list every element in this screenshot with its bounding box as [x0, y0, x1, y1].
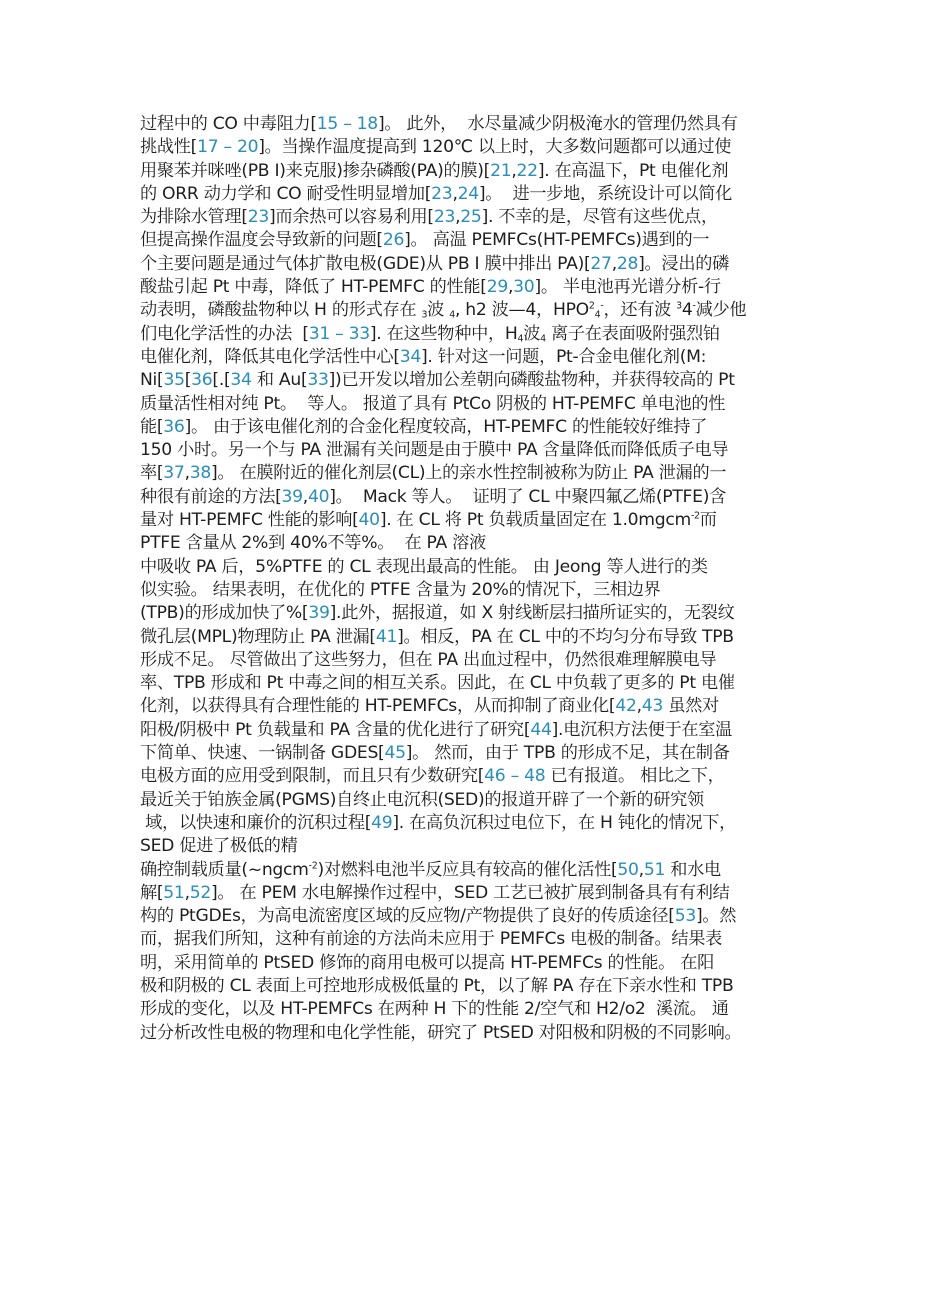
text-segment: ]。 在膜附近的催化剂层(CL)上的亲水性控制被称为防止 PA 泄漏的一: [211, 463, 727, 484]
text-segment: 为排除水管理[: [140, 207, 248, 228]
text-line: [140, 649, 800, 672]
text-segment: 明，采用简单的 PtSED 修饰的商用电极可以提高 HT-PEMFCs 的性能。 在阳: [140, 952, 714, 973]
text-segment: ]。 半电池再光谱分析-行: [534, 277, 721, 298]
text-line: [140, 229, 800, 252]
text-line: [140, 626, 800, 649]
text-segment: PTFE 含量从 2%到 40%不等%。 在 PA 溶液: [140, 533, 486, 554]
superscript: -2: [690, 510, 700, 522]
subscript: 4: [594, 309, 601, 321]
text-segment: ]。浸出的磷: [638, 253, 729, 274]
text-segment: ]. 在高负沉积过电位下，在 H 钝化的情况下，: [392, 812, 737, 833]
text-segment: ]。 高温 PEMFCs(HT-PEMFCs)遇到的一: [404, 230, 710, 251]
citation-ref: 36: [191, 370, 213, 391]
text-segment: ,: [184, 463, 190, 484]
text-segment: 减少他: [695, 300, 747, 321]
text-segment: ]。相反，PA 在 CL 中的不均匀分布导致 TPB: [397, 626, 734, 647]
text-line: [140, 439, 800, 462]
citation-ref: 26: [382, 230, 405, 251]
citation-ref: 52: [189, 882, 212, 903]
superscript: -2: [308, 859, 318, 871]
text-segment: ,: [636, 696, 642, 717]
citation-ref: 23: [431, 183, 453, 204]
citation-ref: 34: [230, 370, 252, 391]
text-segment: 量对 HT-PEMFC 性能的影响[: [140, 510, 359, 531]
text-segment: 4: [681, 300, 693, 321]
text-segment: 而: [699, 510, 717, 531]
text-segment: 过分析改性电极的物理和电化学性能，研究了 PtSED 对阳极和阴极的不同影响。: [140, 1022, 742, 1043]
citation-ref: 25: [460, 207, 482, 228]
text-segment: 已有报道。 相比之下，: [545, 766, 725, 787]
text-segment: 化剂，以获得具有合理性能的 HT-PEMFCs，从而抑制了商业化[: [140, 696, 616, 717]
citation-ref: 15 – 18: [316, 114, 378, 134]
text-segment: 解[: [140, 882, 164, 903]
subscript: 4: [540, 333, 546, 345]
text-segment: 种很有前途的方法[: [140, 486, 282, 507]
text-segment: ])已开发以增加公差朝向磷酸盐物种，并获得较高的 Pt: [328, 370, 735, 391]
superscript: -: [600, 300, 604, 312]
text-segment: ]。 进一步地，系统设计可以简化: [478, 183, 733, 204]
text-line: [140, 206, 800, 229]
text-line: [140, 579, 800, 602]
text-segment: 率[: [140, 463, 164, 484]
citation-ref: 31 – 33: [308, 323, 370, 344]
text-segment: 微孔层(MPL)物理防止 PA 泄漏[: [140, 626, 376, 647]
text-line: [140, 323, 800, 346]
text-segment: 150 小时。另一个与 PA 泄漏有关问题是由于膜中 PA 含量降低而降低质子电导: [140, 440, 729, 461]
text-segment: 波: [523, 323, 541, 344]
text-segment: ].电沉积方法便于在室温: [551, 719, 733, 740]
text-line: [140, 812, 800, 835]
text-segment: [: [184, 370, 192, 391]
text-line: [140, 928, 800, 951]
text-segment: ]。 此外， 水尽量减少阴极淹水的管理仍然具有: [377, 114, 738, 134]
text-segment: ]而余热可以容易利用[: [269, 207, 434, 228]
citation-ref: 30: [513, 277, 535, 298]
citation-ref: 23: [433, 207, 456, 228]
text-segment: ]。 由于该电催化剂的合金化程度较高，HT-PEMFC 的性能较好维持了: [184, 416, 708, 437]
text-line: [140, 1022, 800, 1045]
citation-ref: 41: [375, 626, 398, 647]
text-segment: SED 促进了极低的精: [140, 836, 298, 857]
text-line: [140, 859, 800, 882]
text-line: [140, 602, 800, 625]
text-segment: ]. 在高温下，Pt 电催化剂: [537, 160, 729, 181]
text-segment: 电催化剂，降低其电化学活性中心[: [140, 346, 400, 367]
text-line: [140, 416, 800, 439]
text-line: [140, 765, 800, 788]
citation-ref: 22: [516, 160, 538, 181]
text-line: [140, 462, 800, 485]
text-segment: ]. 在 CL 将 Pt 负载质量固定在 1.0mgcm: [379, 510, 691, 531]
text-segment: ]。然: [695, 906, 737, 927]
citation-ref: 27: [590, 253, 612, 274]
text-line: [140, 742, 800, 765]
text-line: [140, 882, 800, 905]
text-line: [140, 556, 800, 579]
text-segment: Ni[: [140, 370, 164, 391]
text-line: [140, 719, 800, 742]
text-segment: 动表明，磷酸盐物种以 H 的形式存在: [140, 300, 422, 321]
text-segment: 形成的变化，以及 HT-PEMFCs 在两种 H 下的性能 2/空气和 H2/o2 溪流。 通: [140, 999, 729, 1020]
text-segment: 酸盐引起 Pt 中毒，降低了 HT-PEMFC 的性能[: [140, 277, 487, 298]
citation-ref: 23: [247, 207, 270, 228]
text-segment: )对燃料电池半反应具有较高的催化活性[: [317, 859, 618, 880]
text-segment: [.[: [212, 370, 231, 391]
citation-ref: 40: [358, 510, 380, 531]
document-body: [140, 113, 800, 1045]
text-segment: ，还有波: [603, 300, 677, 321]
citation-ref: 51: [643, 859, 666, 880]
text-segment: ].此外，据报道，如 X 射线断层扫描所证实的，无裂纹: [329, 603, 735, 624]
text-segment: 下简单、快速、一锅制备 GDES[: [140, 743, 385, 764]
citation-ref: 17 – 20: [197, 137, 259, 158]
text-segment: 最近关于铂族金属(PGMS)自终止电沉积(SED)的报道开辟了一个新的研究领: [140, 789, 704, 810]
text-line: [140, 486, 800, 509]
text-segment: ]。当操作温度提高到 120℃ 以上时，大多数问题都可以通过使: [258, 137, 732, 158]
citation-ref: 40: [307, 486, 330, 507]
text-line: [140, 905, 800, 928]
text-segment: 但提高操作温度会导致新的问题[: [140, 230, 383, 251]
text-segment: 率、TPB 形成和 Pt 中毒之间的相互关系。因此，在 CL 中负载了更多的 Pt 电催: [140, 673, 735, 694]
text-segment: 形成不足。 尽管做出了这些努力，但在 PA 出血过程中，仍然很难理解膜电导: [140, 649, 717, 670]
superscript: 3: [676, 300, 682, 312]
citation-ref: 36: [163, 416, 185, 437]
text-segment: ,: [455, 207, 461, 228]
text-segment: 过程中的 CO 中毒阻力[: [140, 114, 317, 134]
text-segment: 电极方面的应用受到限制，而且只有少数研究[: [140, 766, 485, 787]
text-segment: ]. 不幸的是，尽管有这些优点，: [481, 207, 718, 228]
text-line: [140, 952, 800, 975]
text-segment: ,: [611, 253, 617, 274]
text-line: [140, 160, 800, 183]
citation-ref: 53: [674, 906, 696, 927]
subscript: 3: [421, 309, 428, 321]
text-segment: ,: [302, 486, 308, 507]
text-segment: 似实验。 结果表明，在优化的 PTFE 含量为 20%的情况下，三相边界: [140, 579, 661, 600]
text-segment: ,: [511, 160, 517, 181]
citation-ref: 50: [617, 859, 639, 880]
text-segment: 用聚苯并咪唑(PB I)来克服)掺杂磷酸(PA)的膜)[: [140, 160, 491, 181]
text-line: [140, 789, 800, 812]
text-segment: 和 Au[: [251, 370, 308, 391]
citation-ref: 38: [189, 463, 212, 484]
text-segment: 和水电: [665, 859, 721, 880]
text-segment: 阳极/阴极中 Pt 负载量和 PA 含量的优化进行了研究[: [140, 719, 531, 740]
text-line: [140, 393, 800, 416]
citation-ref: 44: [530, 719, 552, 740]
text-line: [140, 276, 800, 299]
text-line: [140, 975, 800, 998]
text-segment: 的 ORR 动力学和 CO 耐受性明显增加[: [140, 183, 432, 204]
text-segment: ]。 Mack 等人。 证明了 CL 中聚四氟乙烯(PTFE)含: [329, 486, 726, 507]
text-segment: ,: [184, 882, 190, 903]
text-segment: 们电化学活性的办法 [: [140, 323, 309, 344]
subscript: 4: [449, 309, 455, 321]
text-segment: 虽然对: [663, 696, 719, 717]
citation-ref: 29: [486, 277, 508, 298]
text-segment: 中吸收 PA 后，5%PTFE 的 CL 表现出最高的性能。 由 Jeong 等人进行的类: [140, 556, 708, 577]
citation-ref: 21: [490, 160, 512, 181]
text-segment: 确控制载质量(~ngcm: [140, 859, 309, 880]
citation-ref: 35: [163, 370, 185, 391]
text-segment: ]。 在 PEM 水电解操作过程中，SED 工艺已被扩展到制备具有有利结: [211, 882, 730, 903]
text-segment: ]. 在这些物种中，H: [369, 323, 518, 344]
superscript: -: [692, 300, 696, 312]
citation-ref: 42: [615, 696, 637, 717]
text-segment: 波: [427, 300, 450, 321]
citation-ref: 51: [163, 882, 185, 903]
text-line: [140, 136, 800, 159]
citation-ref: 24: [457, 183, 479, 204]
citation-ref: 34: [399, 346, 422, 367]
text-line: [140, 346, 800, 369]
text-line: [140, 695, 800, 718]
text-line: [140, 113, 800, 136]
citation-ref: 28: [616, 253, 639, 274]
citation-ref: 49: [371, 812, 393, 833]
text-segment: 挑战性[: [140, 137, 198, 158]
text-segment: ]。 然而，由于 TPB 的形成不足，其在制备: [405, 743, 730, 764]
text-segment: , h2 波—4，HPO: [454, 300, 589, 321]
text-line: [140, 998, 800, 1021]
text-line: [140, 183, 800, 206]
subscript: 4: [517, 333, 524, 345]
citation-ref: 39: [308, 603, 330, 624]
text-line: [140, 253, 800, 276]
text-line: [140, 509, 800, 532]
text-line: [140, 672, 800, 695]
text-segment: ,: [507, 277, 514, 298]
superscript: 2: [588, 300, 595, 312]
text-segment: ]. 针对这一问题，Pt-合金电催化剂(M:: [421, 346, 707, 367]
citation-ref: 33: [307, 370, 329, 391]
text-line: [140, 835, 800, 858]
citation-ref: 45: [384, 743, 406, 764]
text-segment: 域，以快速和廉价的沉积过程[: [140, 812, 372, 833]
text-segment: 质量活性相对纯 Pt。 等人。 报道了具有 PtCo 阴极的 HT-PEMFC 单电池的性: [140, 393, 726, 414]
text-segment: 极和阴极的 CL 表面上可控地形成极低量的 Pt，以了解 PA 存在下亲水性和 TPB: [140, 975, 734, 996]
text-line: [140, 532, 800, 555]
text-segment: ,: [638, 859, 644, 880]
text-line: [140, 369, 800, 392]
text-line: [140, 299, 800, 322]
text-segment: ,: [452, 183, 458, 204]
text-segment: 而，据我们所知，这种有前途的方法尚未应用于 PEMFCs 电极的制备。结果表: [140, 929, 723, 950]
citation-ref: 43: [641, 696, 664, 717]
text-segment: 离子在表面吸附强烈铂: [545, 323, 720, 344]
citation-ref: 46 – 48: [484, 766, 546, 787]
citation-ref: 39: [281, 486, 303, 507]
text-segment: 构的 PtGDEs，为高电流密度区域的反应物/产物提供了良好的传质途径[: [140, 906, 675, 927]
text-segment: (TPB)的形成加快了%[: [140, 603, 309, 624]
text-segment: 个主要问题是通过气体扩散电极(GDE)从 PB I 膜中排出 PA)[: [140, 253, 591, 274]
text-segment: 能[: [140, 416, 164, 437]
citation-ref: 37: [163, 463, 185, 484]
